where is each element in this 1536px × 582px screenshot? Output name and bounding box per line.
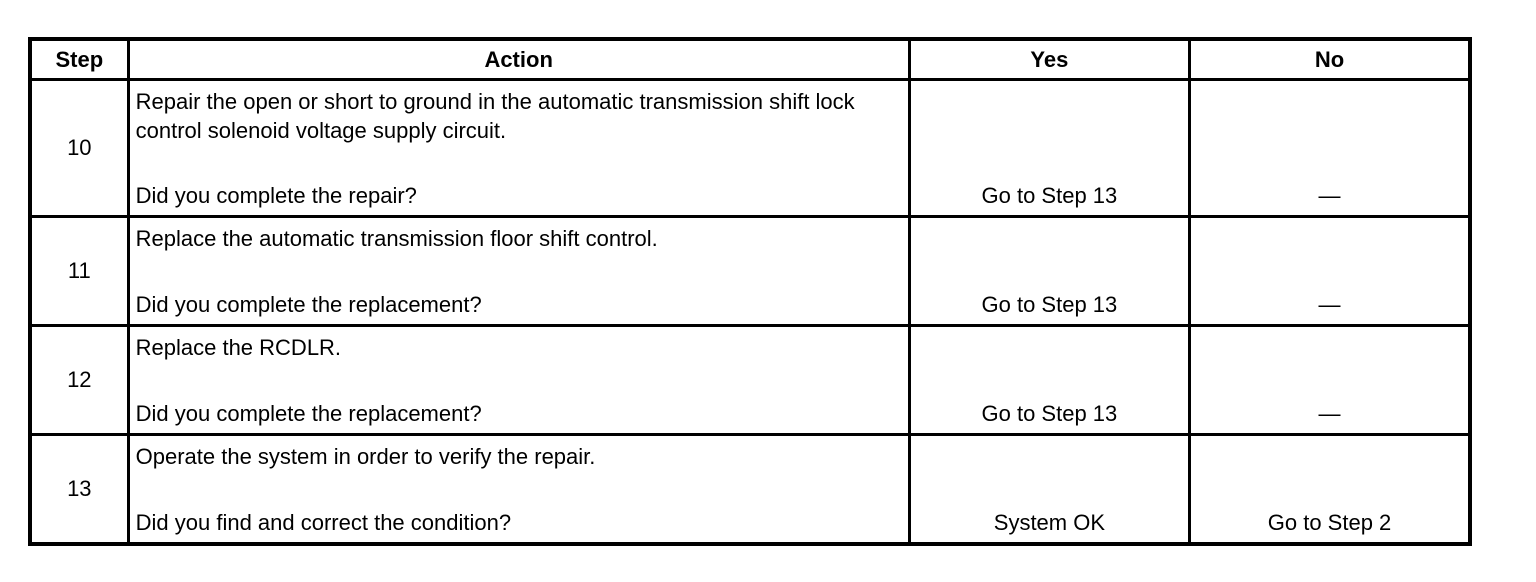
action-question: Did you complete the replacement?	[135, 401, 482, 427]
no-result: —	[1318, 292, 1341, 318]
action-question: Did you complete the replacement?	[135, 292, 482, 318]
header-yes: Yes	[909, 39, 1189, 80]
diagnostic-step-table	[28, 37, 1472, 546]
action-instruction: Replace the RCDLR.	[135, 335, 342, 361]
yes-cell	[909, 217, 1189, 326]
action-instruction: Repair the open or short to ground in the automatic transmission shift lock control solenoid voltage supply circuit.	[135, 89, 855, 143]
header-action: Action	[128, 39, 909, 80]
action-cell	[128, 217, 909, 326]
action-cell	[128, 435, 909, 544]
no-result: —	[1318, 183, 1341, 209]
no-cell	[1190, 435, 1470, 544]
yes-result: Go to Step 13	[981, 292, 1118, 318]
table-row	[30, 326, 1470, 435]
yes-cell	[909, 435, 1189, 544]
action-instruction: Replace the automatic transmission floor shift control.	[135, 226, 658, 252]
no-cell	[1190, 326, 1470, 435]
step-number: 10	[30, 80, 128, 217]
yes-result: System OK	[993, 510, 1106, 535]
yes-cell	[909, 80, 1189, 217]
action-cell	[128, 80, 909, 217]
action-question: Did you complete the repair?	[135, 183, 417, 209]
yes-result: Go to Step 13	[981, 183, 1118, 209]
action-cell	[128, 326, 909, 435]
step-number: 13	[30, 435, 128, 544]
yes-result: Go to Step 13	[981, 401, 1118, 427]
yes-cell	[909, 326, 1189, 435]
table-row	[30, 435, 1470, 544]
table-row	[30, 80, 1470, 217]
action-instruction: Operate the system in order to verify the repair.	[135, 444, 596, 470]
step-number: 11	[30, 217, 128, 326]
no-cell	[1190, 80, 1470, 217]
table-row	[30, 217, 1470, 326]
no-result: Go to Step 2	[1267, 510, 1392, 535]
no-result: —	[1318, 401, 1341, 427]
header-step: Step	[30, 39, 128, 80]
header-no: No	[1190, 39, 1470, 80]
action-question: Did you find and correct the condition?	[135, 510, 512, 535]
no-cell	[1190, 217, 1470, 326]
step-number: 12	[30, 326, 128, 435]
table-header-row	[30, 39, 1470, 80]
